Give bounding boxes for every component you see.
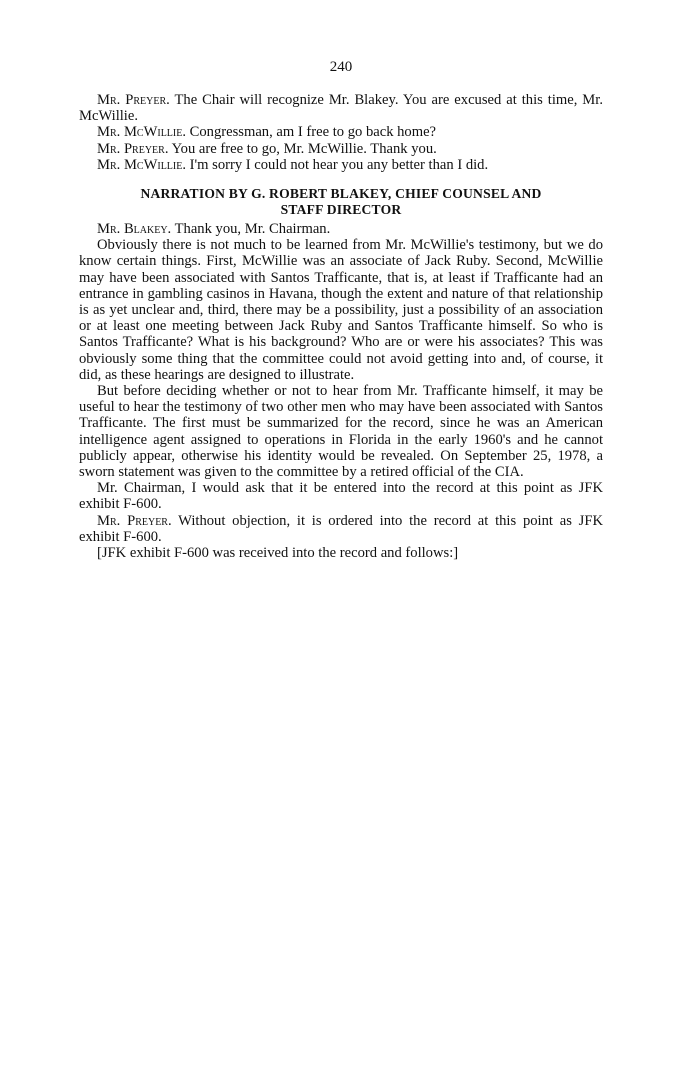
speaker-name: Mr. McWillie. [97,156,186,173]
exhibit-note: [JFK exhibit F-600 was received into the record and follows:] [97,545,459,562]
section-heading-line-2: STAFF DIRECTOR [280,202,402,218]
speech-text: Thank you, Mr. Chairman. [171,221,331,238]
speaker-name: Mr. McWillie. [97,124,186,141]
exchange-paragraph-3 [79,141,603,157]
speech-text: The Chair will recognize Mr. Blakey. You are excused at this time, Mr. McWillie. [79,92,603,125]
exchange-paragraph-2 [79,124,603,140]
narration-paragraph-3: Mr. Chairman, I would ask that it be entered into the record at this point as JFK exhibit F-600. [79,480,603,513]
narration-opening [79,221,603,237]
closing-reply [79,513,603,545]
page-number: 240 [329,59,353,75]
section-heading [89,186,593,218]
speaker-name: Mr. Preyer. [97,92,170,108]
narration-paragraph-1: Obviously there is not much to be learned from Mr. McWillie's testimony, but we do know certain things. First, McWillie was an associate of Jack Ruby. Second, McWillie may have been associated with Santos Trafficante, that is, at least if Trafficante had an entrance in gambling casinos in Havana, though the extent and nature of that relationship is as yet unclear and, third, there may be a possibility, just a possibility of an association or at least one meeting between Jack Ruby and Santos Trafficante himself. So who is Santos Trafficante? What is his background? Who are or were his associates? This was obviously some thing that the committee could not avoid getting into and, of course, it did, as these hearings are designed to illustrate. [79,237,603,383]
speaker-name: Mr. Preyer. [97,512,172,529]
speech-text: I'm sorry I could not hear you any better than I did. [186,156,489,173]
speech-text: Without objection, it is ordered into the record at this point as JFK exhibit F-600. [79,512,603,545]
speaker-name: Mr. Preyer. [97,140,169,157]
exchange-paragraph-4 [79,157,603,173]
section-heading-line-1: NARRATION BY G. ROBERT BLAKEY, CHIEF COUNSEL AND [140,186,542,202]
speech-text: You are free to go, Mr. McWillie. Thank you. [168,140,437,157]
speaker-name: Mr. Blakey. [97,221,172,238]
speech-text: Congressman, am I free to go back home? [186,124,437,141]
exchange-paragraph-1 [79,92,603,124]
narration-paragraph-2: But before deciding whether or not to hear from Mr. Trafficante himself, it may be useful to hear the testimony of two other men who may have been associated with Santos Trafficante. The first must be summarized for the record, since he was an American intelligence agent assigned to operations in Florida in the early 1960's and he cannot publicly appear, otherwise his identity would be revealed. On September 25, 1978, a sworn statement was given to the committee by a retired official of the CIA. [79,383,603,481]
document-page [79,58,603,561]
